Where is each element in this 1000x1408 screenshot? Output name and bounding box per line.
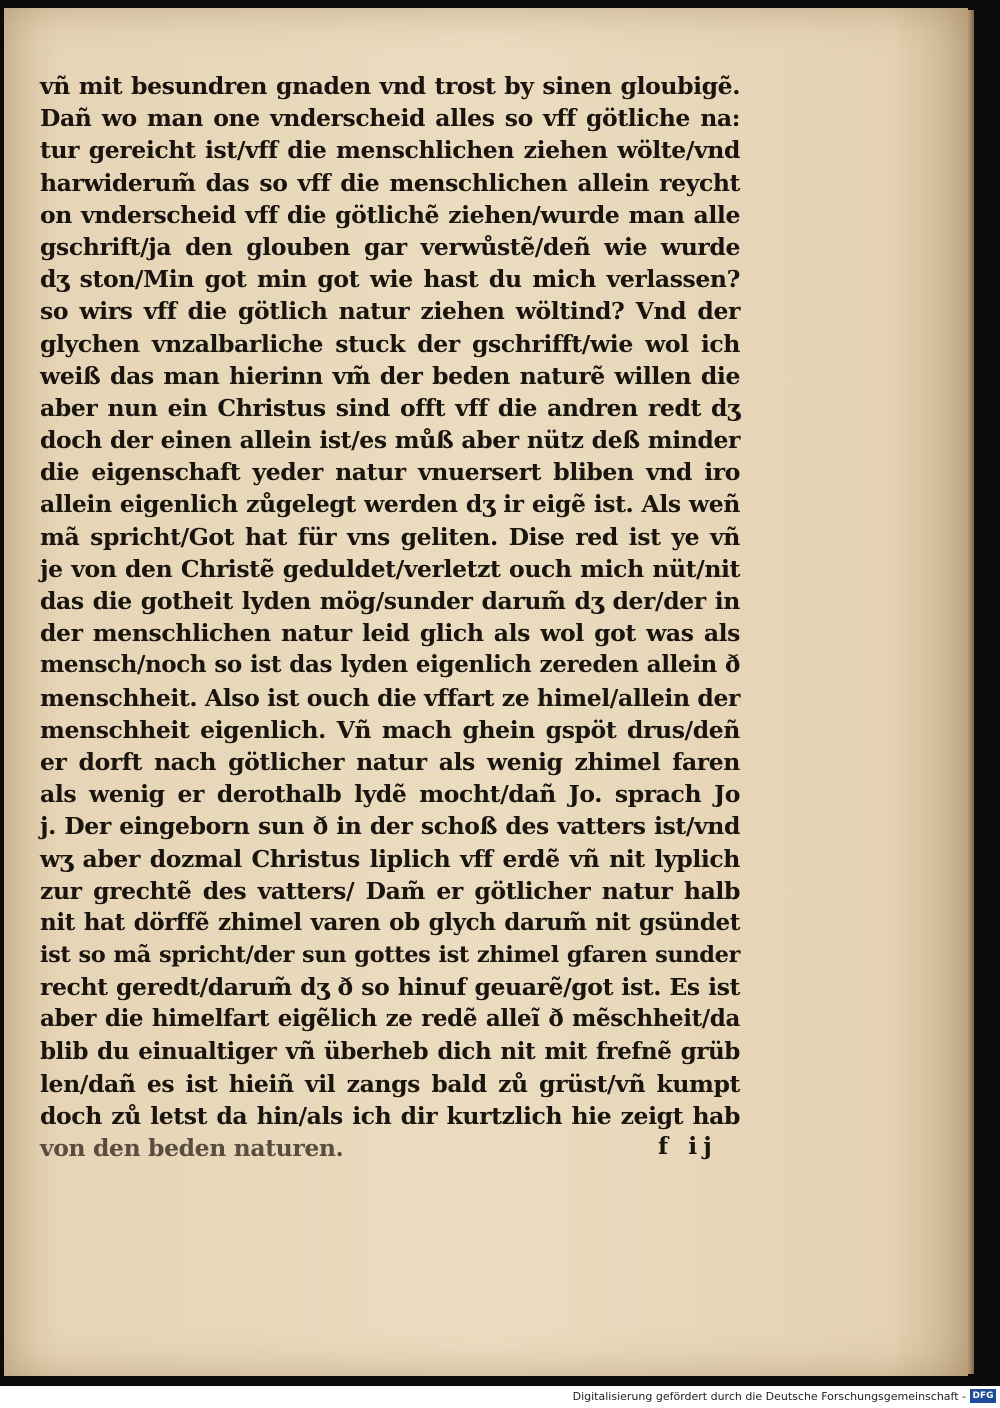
text-line: je von den Christẽ geduldet/verletzt ouch mich nüt/nit [40, 554, 740, 583]
footer-bar [0, 1386, 1000, 1408]
text-line: Dañ wo man one vnderscheid alles so vff götliche na: [40, 104, 740, 133]
dfg-logo: DFG [970, 1389, 996, 1403]
text-line: recht geredt/darum̃ dʒ ð so hinuf geuarẽ/got ist. Es ist [40, 973, 740, 1002]
text-line: doch zů letst da hin/als ich dir kurtzlich hie zeigt hab [40, 1102, 740, 1130]
text-line: mã spricht/Got hat für vns geliten. Dise red ist ye vñ [40, 522, 740, 551]
book-page [4, 8, 968, 1376]
text-line: gschrift/ja den glouben gar verwůstẽ/deñ wie wurde [40, 232, 740, 261]
page-edge [968, 10, 974, 1374]
funding-credit: Digitalisierung gefördert durch die Deutsche Forschungsgemeinschaft - [572, 1390, 966, 1403]
text-line: aber die himelfart eigẽlich ze redẽ alleĩ ð mẽschheit/da [40, 1005, 740, 1033]
text-line: allein eigenlich zůgelegt werden dʒ ir eigẽ ist. Als weñ [40, 490, 740, 519]
text-line: tur gereicht ist/vff die menschlichen ziehen wölte/vnd [40, 136, 740, 165]
text-line: wʒ aber dozmal Christus liplich vff erdẽ vñ nit lyplich [40, 844, 740, 873]
text-line-last: von den beden naturen. [40, 1134, 344, 1163]
text-line: so wirs vff die götlich natur ziehen wöltind? Vnd der [40, 297, 740, 326]
text-line: on vnderscheid vff die götlichẽ ziehen/wurde man alle [40, 200, 740, 229]
text-line: weiß das man hierinn vm̃ der beden naturẽ willen die [40, 361, 740, 390]
text-line: harwiderum̃ das so vff die menschlichen allein reycht [40, 168, 740, 197]
text-line: zur grechtẽ des vatters/ Dam̃ er götlicher natur halb [40, 876, 740, 905]
text-line: vñ mit besundren gnaden vnd trost by sinen gloubigẽ. [40, 72, 740, 100]
signature-mark: f ij [658, 1132, 718, 1160]
text-line: als wenig er derothalb lydẽ mocht/dañ Jo. sprach Jo [40, 780, 740, 809]
text-line: mensch/noch so ist das lyden eigenlich zereden allein ð [40, 651, 740, 679]
text-line: das die gotheit lyden mög/sunder darum̃ dʒ der/der in [40, 587, 740, 615]
text-line: j. Der eingeborn sun ð in der schoß des vatters ist/vnd [40, 812, 740, 841]
text-line: dʒ ston/Min got min got wie hast du mich verlassen? [40, 265, 740, 294]
text-line: er dorft nach götlicher natur als wenig zhimel faren [40, 747, 740, 776]
text-line: blib du einualtiger vñ überheb dich nit mit frefnẽ grüb [40, 1037, 740, 1065]
body-text [40, 70, 740, 1164]
text-line: der menschlichen natur leid glich als wol got was als [40, 619, 740, 648]
text-line: menschheit. Also ist ouch die vffart ze himel/allein der [40, 683, 740, 712]
text-line: die eigenschaft yeder natur vnuersert bliben vnd iro [40, 458, 740, 487]
text-line: aber nun ein Christus sind offt vff die andren redt dʒ [40, 393, 740, 422]
text-line: glychen vnzalbarliche stuck der gschrifft/wie wol ich [40, 329, 740, 358]
text-line: nit hat dörffẽ zhimel varen ob glych darum̃ nit gsündet [40, 908, 740, 936]
text-line: ist so mã spricht/der sun gottes ist zhimel gfaren sunder [40, 942, 740, 969]
text-line: len/dañ es ist hieiñ vil zangs bald zů grüst/vñ kumpt [40, 1069, 740, 1098]
text-line: doch der einen allein ist/es můß aber nütz deß minder [40, 426, 740, 455]
text-line: menschheit eigenlich. Vñ mach ghein gspöt drus/deñ [40, 715, 740, 744]
